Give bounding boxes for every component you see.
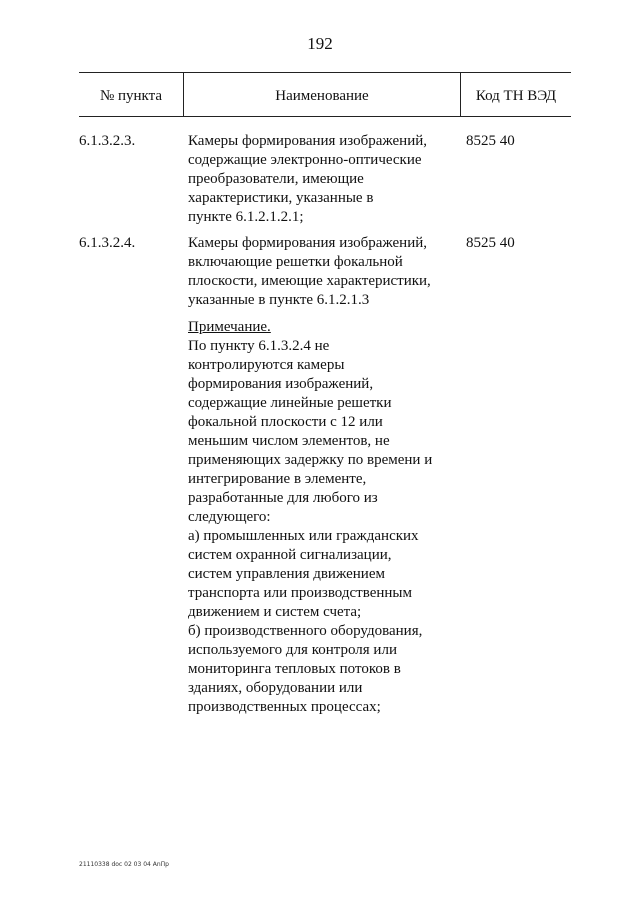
note-line: содержащие линейные решетки: [188, 395, 392, 411]
name-line: пункте 6.1.2.1.2.1;: [188, 209, 304, 225]
note-line: систем управления движением: [188, 566, 385, 582]
row-name: [188, 132, 427, 227]
page-number: 192: [307, 34, 333, 53]
note-line: мониторинга тепловых потоков в: [188, 661, 401, 677]
note-title: Примечание.: [188, 319, 271, 335]
note-line: применяющих задержку по времени и: [188, 452, 433, 468]
note-line: б) производственного оборудования,: [188, 623, 423, 639]
name-line: включающие решетки фокальной: [188, 254, 403, 270]
name-line: указанные в пункте 6.1.2.1.3: [188, 292, 370, 308]
header-item-number: № пункта: [99, 88, 163, 104]
note-line: используемого для контроля или: [188, 642, 397, 658]
header-code: Код ТН ВЭД: [475, 88, 557, 104]
footer-document-code: 21110338 doc 02 03 04 AnПр: [79, 861, 169, 868]
name-line: Камеры формирования изображений,: [188, 235, 428, 251]
note-line: движением и систем счета;: [188, 604, 362, 620]
note-line: зданиях, оборудовании или: [188, 680, 363, 696]
note-line: производственных процессах;: [188, 699, 381, 715]
note-line: По пункту 6.1.3.2.4 не: [188, 338, 330, 354]
row-code: 8525 40: [466, 133, 515, 149]
name-line: содержащие электронно-оптические: [188, 152, 422, 168]
note-line: транспорта или производственным: [188, 585, 412, 601]
row-item-number: 6.1.3.2.3.: [79, 133, 136, 149]
note-line: разработанные для любого из: [188, 490, 378, 506]
note-line: формирования изображений,: [188, 376, 374, 392]
table-top-border: [79, 72, 571, 73]
note-line: интегрирование в элементе,: [188, 471, 367, 487]
name-line: плоскости, имеющие характеристики,: [188, 273, 431, 289]
note-line: а) промышленных или гражданских: [188, 528, 419, 544]
note-line: систем охранной сигнализации,: [188, 547, 392, 563]
row-item-number: 6.1.3.2.4.: [79, 235, 136, 251]
note-line: фокальной плоскости с 12 или: [188, 414, 383, 430]
note-line: следующего:: [188, 509, 271, 525]
name-line: Камеры формирования изображений,: [188, 133, 428, 149]
header-bottom-border: [79, 116, 571, 117]
note-line: меньшим числом элементов, не: [188, 433, 390, 449]
row-code: 8525 40: [466, 235, 515, 251]
name-line: характеристики, указанные в: [188, 190, 374, 206]
note-line: контролируются камеры: [188, 357, 345, 373]
header-name: Наименование: [275, 88, 369, 104]
note-block: [188, 318, 432, 717]
row-name: [188, 234, 431, 310]
name-line: преобразователи, имеющие: [188, 171, 364, 187]
